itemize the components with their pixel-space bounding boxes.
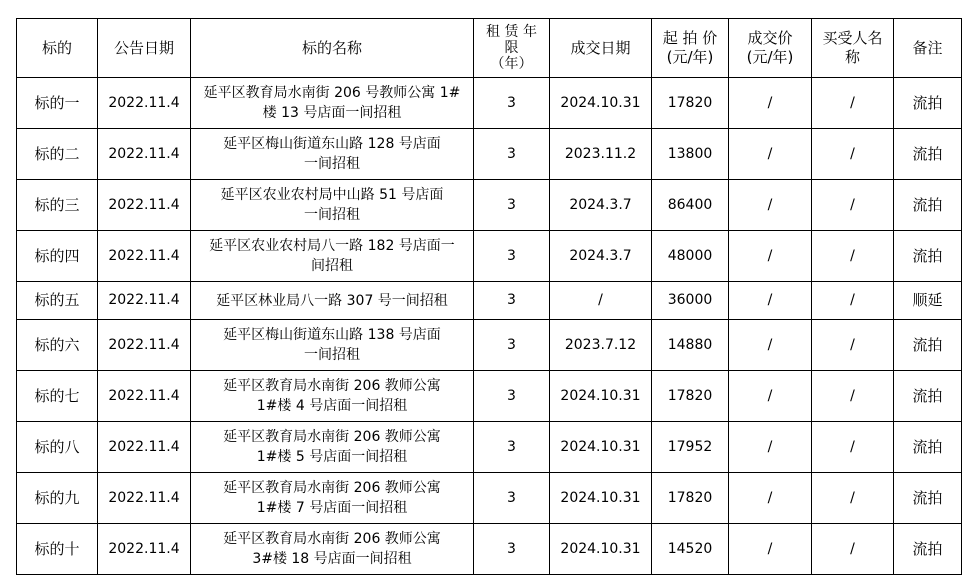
header-announce-date: 公告日期 — [98, 19, 191, 78]
cell-name-line: 一间招租 — [304, 347, 360, 363]
cell-deal-date: 2024.10.31 — [550, 422, 652, 473]
cell-deal-price: / — [729, 129, 812, 180]
header-deal-price — [729, 19, 812, 78]
cell-start-price: 86400 — [652, 180, 729, 231]
cell-deal-date: 2024.3.7 — [550, 180, 652, 231]
header-start-price-line: 起 拍 价 — [662, 29, 718, 47]
cell-announce-date: 2022.11.4 — [98, 231, 191, 282]
cell-buyer: / — [812, 524, 894, 575]
cell-deal-price: / — [729, 524, 812, 575]
cell-lease-term: 3 — [474, 282, 550, 320]
header-lease-term-line: 限 — [504, 40, 519, 56]
cell-label: 标的八 — [17, 422, 98, 473]
cell-label: 标的三 — [17, 180, 98, 231]
header-deal-price-line: 成交价 — [747, 29, 793, 47]
cell-note: 流拍 — [894, 524, 962, 575]
header-start-price-line: (元/年) — [666, 48, 714, 66]
cell-note: 流拍 — [894, 180, 962, 231]
cell-note: 流拍 — [894, 320, 962, 371]
cell-lease-term: 3 — [474, 524, 550, 575]
cell-name — [191, 180, 474, 231]
cell-name-line: 延平区农业农村局八一路 182 号店面一 — [209, 238, 455, 254]
cell-lease-term: 3 — [474, 422, 550, 473]
header-lease-term — [474, 19, 550, 78]
cell-label: 标的十 — [17, 524, 98, 575]
cell-label: 标的一 — [17, 78, 98, 129]
cell-name-line: 3#楼 18 号店面一间招租 — [252, 551, 412, 567]
cell-start-price: 14880 — [652, 320, 729, 371]
header-lease-term-line: （年） — [490, 56, 533, 72]
cell-buyer: / — [812, 282, 894, 320]
cell-name-line: 延平区梅山街道东山路 138 号店面 — [223, 327, 441, 343]
cell-note: 流拍 — [894, 371, 962, 422]
header-lease-term-line: 租 赁 年 — [486, 24, 537, 40]
cell-announce-date: 2022.11.4 — [98, 473, 191, 524]
header-label: 标的 — [17, 19, 98, 78]
cell-name-line: 1#楼 5 号店面一间招租 — [256, 449, 408, 465]
header-deal-price-line: (元/年) — [746, 48, 794, 66]
cell-name — [191, 78, 474, 129]
header-buyer — [812, 19, 894, 78]
cell-name-line: 1#楼 4 号店面一间招租 — [256, 398, 408, 414]
cell-lease-term: 3 — [474, 180, 550, 231]
header-buyer-line: 称 — [844, 48, 860, 66]
cell-name-line: 延平区教育局水南街 206 号教师公寓 1# — [203, 85, 461, 101]
cell-note: 流拍 — [894, 78, 962, 129]
cell-note: 顺延 — [894, 282, 962, 320]
cell-lease-term: 3 — [474, 129, 550, 180]
cell-name — [191, 473, 474, 524]
cell-name-line: 楼 13 号店面一间招租 — [262, 105, 402, 121]
cell-start-price: 17820 — [652, 371, 729, 422]
table-row — [17, 524, 962, 575]
cell-name — [191, 320, 474, 371]
cell-label: 标的二 — [17, 129, 98, 180]
cell-start-price: 14520 — [652, 524, 729, 575]
cell-deal-date: / — [550, 282, 652, 320]
cell-name-line: 延平区教育局水南街 206 教师公寓 — [223, 378, 441, 394]
header-row — [17, 19, 962, 78]
cell-buyer: / — [812, 473, 894, 524]
cell-lease-term: 3 — [474, 371, 550, 422]
cell-name — [191, 282, 474, 320]
cell-label: 标的六 — [17, 320, 98, 371]
cell-start-price: 17820 — [652, 473, 729, 524]
cell-name — [191, 524, 474, 575]
header-deal-date: 成交日期 — [550, 19, 652, 78]
cell-buyer: / — [812, 180, 894, 231]
cell-deal-date: 2024.10.31 — [550, 473, 652, 524]
cell-label: 标的四 — [17, 231, 98, 282]
table-row — [17, 180, 962, 231]
cell-buyer: / — [812, 320, 894, 371]
cell-deal-price: / — [729, 231, 812, 282]
table-row — [17, 422, 962, 473]
cell-label: 标的九 — [17, 473, 98, 524]
cell-announce-date: 2022.11.4 — [98, 180, 191, 231]
header-start-price — [652, 19, 729, 78]
cell-name — [191, 371, 474, 422]
cell-buyer: / — [812, 78, 894, 129]
cell-announce-date: 2022.11.4 — [98, 371, 191, 422]
cell-deal-price: / — [729, 180, 812, 231]
table-row — [17, 129, 962, 180]
cell-deal-price: / — [729, 473, 812, 524]
table-row — [17, 231, 962, 282]
cell-start-price: 17820 — [652, 78, 729, 129]
cell-start-price: 36000 — [652, 282, 729, 320]
table-body — [17, 78, 962, 575]
table-row — [17, 473, 962, 524]
cell-name-line: 1#楼 7 号店面一间招租 — [256, 500, 408, 516]
cell-name-line: 延平区教育局水南街 206 教师公寓 — [223, 480, 441, 496]
cell-start-price: 13800 — [652, 129, 729, 180]
cell-buyer: / — [812, 129, 894, 180]
cell-announce-date: 2022.11.4 — [98, 129, 191, 180]
table-row — [17, 320, 962, 371]
header-name: 标的名称 — [191, 19, 474, 78]
cell-note: 流拍 — [894, 473, 962, 524]
cell-note: 流拍 — [894, 422, 962, 473]
cell-deal-price: / — [729, 422, 812, 473]
cell-lease-term: 3 — [474, 473, 550, 524]
cell-announce-date: 2022.11.4 — [98, 422, 191, 473]
cell-name-line: 延平区教育局水南街 206 教师公寓 — [223, 531, 441, 547]
cell-name — [191, 129, 474, 180]
cell-announce-date: 2022.11.4 — [98, 78, 191, 129]
lease-results-table — [16, 18, 962, 575]
cell-buyer: / — [812, 231, 894, 282]
cell-announce-date: 2022.11.4 — [98, 524, 191, 575]
cell-deal-price: / — [729, 371, 812, 422]
cell-name — [191, 231, 474, 282]
cell-deal-price: / — [729, 320, 812, 371]
cell-note: 流拍 — [894, 129, 962, 180]
cell-start-price: 48000 — [652, 231, 729, 282]
cell-deal-date: 2024.3.7 — [550, 231, 652, 282]
cell-deal-price: / — [729, 282, 812, 320]
cell-deal-date: 2024.10.31 — [550, 371, 652, 422]
cell-name-line: 间招租 — [311, 258, 353, 274]
cell-name-line: 一间招租 — [304, 207, 360, 223]
cell-label: 标的五 — [17, 282, 98, 320]
table-row — [17, 282, 962, 320]
cell-deal-date: 2024.10.31 — [550, 524, 652, 575]
header-note: 备注 — [894, 19, 962, 78]
cell-deal-date: 2024.10.31 — [550, 78, 652, 129]
cell-deal-price: / — [729, 78, 812, 129]
cell-name-line: 延平区梅山街道东山路 128 号店面 — [223, 136, 441, 152]
cell-buyer: / — [812, 371, 894, 422]
cell-deal-date: 2023.7.12 — [550, 320, 652, 371]
cell-announce-date: 2022.11.4 — [98, 320, 191, 371]
cell-name-line: 延平区农业农村局中山路 51 号店面 — [220, 187, 444, 203]
cell-name-line: 一间招租 — [304, 156, 360, 172]
cell-lease-term: 3 — [474, 320, 550, 371]
cell-label: 标的七 — [17, 371, 98, 422]
cell-note: 流拍 — [894, 231, 962, 282]
cell-name — [191, 422, 474, 473]
header-buyer-line: 买受人名 — [822, 29, 883, 47]
lease-results-sheet — [16, 18, 962, 575]
cell-lease-term: 3 — [474, 78, 550, 129]
cell-name-line: 延平区教育局水南街 206 教师公寓 — [223, 429, 441, 445]
cell-name-line: 延平区林业局八一路 307 号一间招租 — [216, 292, 448, 309]
cell-deal-date: 2023.11.2 — [550, 129, 652, 180]
cell-lease-term: 3 — [474, 231, 550, 282]
table-row — [17, 78, 962, 129]
table-row — [17, 371, 962, 422]
cell-buyer: / — [812, 422, 894, 473]
cell-announce-date: 2022.11.4 — [98, 282, 191, 320]
cell-start-price: 17952 — [652, 422, 729, 473]
